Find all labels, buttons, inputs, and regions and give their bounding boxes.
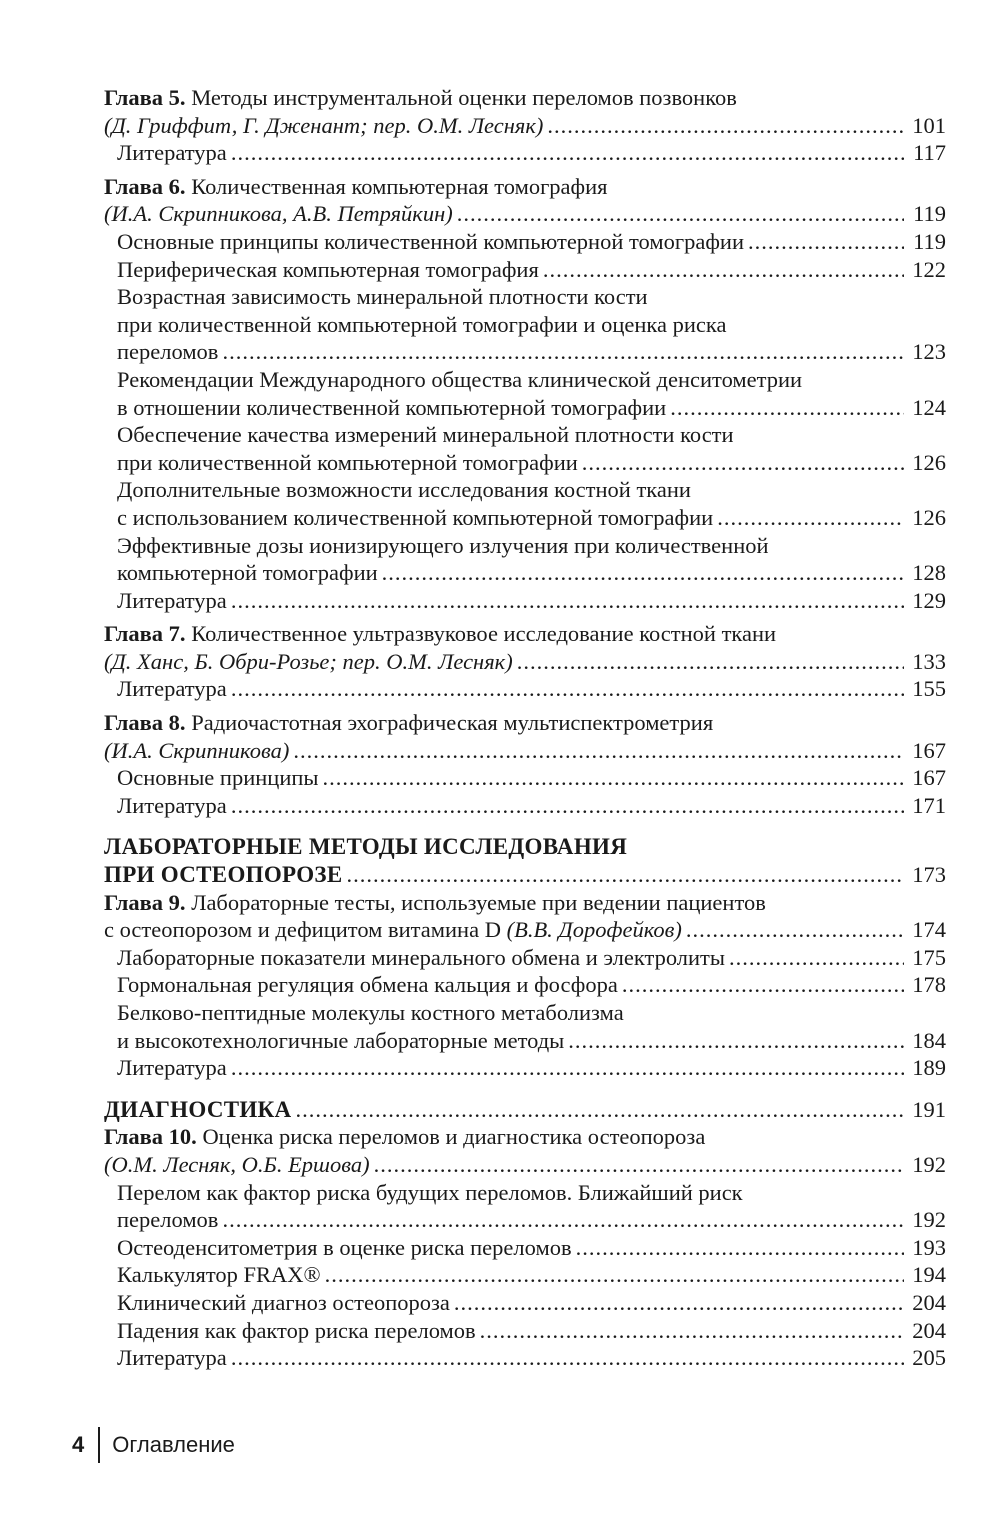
footer-label: Оглавление	[112, 1432, 235, 1457]
entry-title-line: Обеспечение качества измерений минеральной плотности кости	[117, 422, 734, 448]
entry-title: Литература	[117, 676, 227, 702]
leader-dots	[231, 1054, 904, 1082]
toc-entry	[104, 256, 946, 284]
entry-title: Основные принципы	[117, 765, 319, 791]
page-number: 167	[912, 737, 946, 763]
chapter-title: Количественное ультразвуковое исследование костной ткани	[191, 621, 777, 647]
chapter-label: Глава 6.	[104, 173, 186, 199]
page-number: 191	[912, 1096, 946, 1122]
page-number: 119	[913, 228, 946, 254]
toc-entry	[104, 449, 946, 477]
toc-entry	[104, 971, 946, 999]
leader-dots	[231, 1344, 904, 1372]
leader-dots	[582, 449, 904, 477]
chapter-title: Количественная компьютерная томография	[191, 173, 608, 199]
page-number: 193	[912, 1234, 946, 1260]
leader-dots	[729, 944, 904, 972]
page-number: 173	[912, 862, 946, 888]
page-number: 119	[913, 201, 946, 227]
chapter-heading	[104, 889, 946, 917]
entry-title: Литература	[117, 1055, 227, 1081]
page-number: 126	[912, 449, 946, 475]
chapter-title: Лабораторные тесты, используемые при ведении пациентов	[191, 889, 766, 915]
toc-entry	[104, 648, 946, 676]
toc-entry	[104, 1317, 946, 1345]
chapter-heading	[104, 620, 946, 648]
leader-dots	[517, 648, 904, 676]
leader-dots	[547, 112, 904, 140]
entry-title: Лабораторные показатели минерального обмена и электролиты	[117, 944, 725, 970]
page-number: 124	[912, 394, 946, 420]
chapter-authors: (Д. Ханс, Б. Обри-Розье; пер. О.М. Лесняк)	[104, 648, 513, 674]
page-number: 192	[912, 1207, 946, 1233]
page-number: 117	[913, 140, 946, 166]
toc-entry	[104, 228, 946, 256]
page-number: 178	[912, 972, 946, 998]
chapter-label: Глава 7.	[104, 621, 186, 647]
entry-title-line: при количественной компьютерной томографии и оценка риска	[117, 311, 727, 337]
entry-title: Литература	[117, 140, 227, 166]
page-number: 129	[912, 587, 946, 613]
toc-entry	[104, 1289, 946, 1317]
chapter-authors: (Д. Гриффит, Г. Дженант; пер. О.М. Лесняк)	[104, 112, 544, 138]
section-title-line: ПРИ ОСТЕОПОРОЗЕ	[104, 862, 343, 888]
page-number: 126	[912, 504, 946, 530]
leader-dots	[382, 559, 904, 587]
chapter-label: Глава 10.	[104, 1124, 197, 1150]
chapter-7	[104, 620, 946, 703]
entry-title: Остеоденситометрия в оценке риска переломов	[117, 1234, 572, 1260]
toc-entry	[104, 200, 946, 228]
section-title-line: ДИАГНОСТИКА	[104, 1096, 292, 1122]
toc-entry	[104, 1234, 946, 1262]
toc-entry	[104, 764, 946, 792]
entry-title: Основные принципы количественной компьютерной томографии	[117, 228, 744, 254]
chapter-title: Радиочастотная эхографическая мультиспектрометрия	[191, 710, 714, 736]
toc-entry	[104, 1206, 946, 1234]
toc-entry	[104, 792, 946, 820]
leader-dots	[576, 1234, 904, 1262]
page-number: 189	[912, 1055, 946, 1081]
entry-title: при количественной компьютерной томографии	[117, 449, 578, 475]
entry-title: компьютерной томографии	[117, 560, 378, 586]
page-number: 122	[912, 256, 946, 282]
page-number: 194	[912, 1262, 946, 1288]
chapter-title: Методы инструментальной оценки переломов позвонков	[191, 85, 737, 110]
chapter-title-continued	[104, 916, 682, 944]
page-number: 174	[912, 917, 946, 943]
chapter-label: Глава 5.	[104, 85, 186, 110]
toc-entry	[104, 394, 946, 422]
leader-dots	[231, 792, 904, 820]
leader-dots	[568, 1027, 904, 1055]
chapter-label: Глава 8.	[104, 710, 186, 736]
section-lab-methods	[104, 833, 946, 888]
entry-title-line: Дополнительные возможности исследования костной ткани	[117, 477, 691, 503]
page-number: 184	[912, 1027, 946, 1053]
entry-title: с использованием количественной компьютерной томографии	[117, 504, 714, 530]
leader-dots	[686, 916, 904, 944]
leader-dots	[231, 139, 904, 167]
leader-dots	[622, 971, 904, 999]
leader-dots	[480, 1317, 904, 1345]
page-number: 204	[912, 1317, 946, 1343]
page-number: 171	[912, 792, 946, 818]
leader-dots	[454, 1289, 904, 1317]
page-number: 167	[912, 765, 946, 791]
entry-title: Литература	[117, 1345, 227, 1371]
page-number: 101	[912, 112, 946, 138]
toc-entry	[104, 944, 946, 972]
toc-entry	[104, 1151, 946, 1179]
footer-page-number: 4	[72, 1432, 85, 1457]
entry-title-line: Возрастная зависимость минеральной плотности кости	[117, 284, 648, 310]
toc-entry	[104, 1027, 946, 1055]
chapter-10	[104, 1123, 946, 1371]
entry-title: и высокотехнологичные лабораторные методы	[117, 1027, 565, 1053]
toc-entry	[104, 139, 946, 167]
chapter-label: Глава 9.	[104, 889, 186, 915]
entry-title-line: Белково-пептидные молекулы костного метаболизма	[117, 1000, 624, 1025]
entry-title: Литература	[117, 587, 227, 613]
page-number: 155	[912, 676, 946, 702]
chapter-authors: (О.М. Лесняк, О.Б. Ершова)	[104, 1151, 370, 1177]
toc-entry	[104, 1261, 946, 1289]
chapter-authors: (В.В. Дорофейков)	[506, 917, 682, 943]
chapter-heading	[104, 709, 946, 737]
toc-entry	[104, 1054, 946, 1082]
leader-dots	[231, 675, 904, 703]
footer-divider	[98, 1427, 100, 1463]
entry-title: Литература	[117, 792, 227, 818]
chapter-authors: (И.А. Скрипникова, А.В. Петряйкин)	[104, 201, 453, 227]
page-number: 133	[912, 648, 946, 674]
entry-title: Гормональная регуляция обмена кальция и фосфора	[117, 972, 618, 998]
entry-title: Периферическая компьютерная томография	[117, 256, 539, 282]
page-number: 128	[912, 560, 946, 586]
toc-entry	[104, 338, 946, 366]
entry-title: переломов	[117, 339, 219, 365]
page-number: 175	[912, 944, 946, 970]
chapter-9	[104, 889, 946, 1082]
entry-title-line: Перелом как фактор риска будущих переломов. Ближайший риск	[117, 1179, 743, 1205]
page-number: 192	[912, 1151, 946, 1177]
leader-dots	[295, 1096, 904, 1124]
entry-title: в отношении количественной компьютерной томографии	[117, 394, 667, 420]
leader-dots	[748, 228, 904, 256]
leader-dots	[374, 1151, 904, 1179]
leader-dots	[222, 1206, 904, 1234]
page-number: 123	[912, 339, 946, 365]
page-footer	[72, 1427, 235, 1463]
toc-entry	[104, 112, 946, 140]
toc-entry	[104, 587, 946, 615]
chapter-heading	[104, 173, 946, 201]
table-of-contents	[104, 84, 946, 1378]
entry-title-line: Эффективные дозы ионизирующего излучения при количественной	[117, 532, 769, 558]
leader-dots	[323, 764, 904, 792]
chapter-title-line: с остеопорозом и дефицитом витамина D	[104, 917, 501, 943]
chapter-title: Оценка риска переломов и диагностика остеопороза	[202, 1124, 706, 1150]
leader-dots	[457, 200, 904, 228]
leader-dots	[347, 861, 905, 889]
leader-dots	[717, 504, 904, 532]
entry-title: Калькулятор FRAX®	[117, 1262, 321, 1288]
toc-entry	[104, 504, 946, 532]
toc-entry	[104, 861, 946, 889]
chapter-heading	[104, 84, 946, 112]
chapter-6	[104, 173, 946, 615]
leader-dots	[222, 338, 904, 366]
chapter-8	[104, 709, 946, 819]
entry-title-line: Рекомендации Международного общества клинической денситометрии	[117, 366, 803, 392]
section-diagnostics	[104, 1096, 946, 1124]
leader-dots	[325, 1261, 904, 1289]
leader-dots	[231, 587, 904, 615]
leader-dots	[670, 394, 904, 422]
toc-entry	[104, 675, 946, 703]
page-number: 205	[912, 1345, 946, 1371]
entry-title: переломов	[117, 1207, 219, 1233]
leader-dots	[543, 256, 904, 284]
chapter-authors: (И.А. Скрипникова)	[104, 737, 290, 763]
leader-dots	[293, 737, 904, 765]
chapter-5	[104, 84, 946, 167]
entry-title: Клинический диагноз остеопороза	[117, 1289, 450, 1315]
section-title-line: ЛАБОРАТОРНЫЕ МЕТОДЫ ИССЛЕДОВАНИЯ	[104, 834, 628, 860]
toc-entry	[104, 559, 946, 587]
toc-entry	[104, 916, 946, 944]
toc-entry	[104, 1344, 946, 1372]
page-number: 204	[912, 1289, 946, 1315]
chapter-heading	[104, 1123, 946, 1151]
entry-title: Падения как фактор риска переломов	[117, 1317, 476, 1343]
toc-entry	[104, 737, 946, 765]
